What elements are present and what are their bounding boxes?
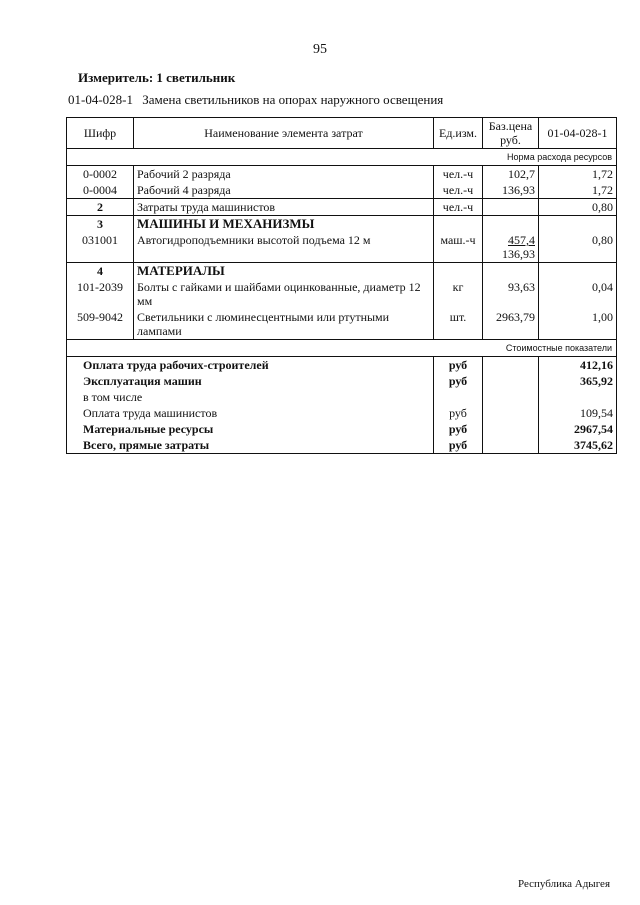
row-unit: шт. — [434, 309, 483, 340]
cost-including: в том числе — [67, 389, 434, 405]
row-norm: 0,80 — [539, 199, 617, 216]
cost-row — [67, 357, 617, 374]
cost-row — [67, 405, 617, 421]
cost-name: Всего, прямые затраты — [67, 437, 434, 454]
row-norm: 1,72 — [539, 166, 617, 183]
row-code: 031001 — [67, 232, 134, 263]
section-materials-row — [67, 263, 617, 280]
row-price — [483, 232, 539, 263]
header-norm: 01-04-028-1 — [539, 118, 617, 149]
cost-value: 2967,54 — [539, 421, 617, 437]
row-price: 93,63 — [483, 279, 539, 309]
row-price: 136,93 — [483, 182, 539, 199]
row-name: Автогидроподъемники высотой подъема 12 м — [134, 232, 434, 263]
norm-caption: Норма расхода ресурсов — [67, 149, 617, 166]
cost-name: Оплата труда машинистов — [67, 405, 434, 421]
cost-unit: руб — [434, 373, 483, 389]
row-code: 0-0002 — [67, 166, 134, 183]
meter-title: Измеритель: 1 светильник — [78, 70, 236, 85]
row-price-main: 457,4 — [508, 233, 535, 247]
header-price: Баз.цена руб. — [483, 118, 539, 149]
cost-name: Оплата труда рабочих-строителей — [67, 357, 434, 374]
header-name: Наименование элемента затрат — [134, 118, 434, 149]
header-unit: Ед.изм. — [434, 118, 483, 149]
cost-row — [67, 421, 617, 437]
row-unit: чел.-ч — [434, 182, 483, 199]
section-title: МАТЕРИАЛЫ — [134, 263, 434, 280]
row-norm: 1,00 — [539, 309, 617, 340]
section-code: 4 — [67, 263, 134, 280]
table-row — [67, 279, 617, 309]
table-row — [67, 166, 617, 183]
row-unit: чел.-ч — [434, 166, 483, 183]
cost-unit: руб — [434, 405, 483, 421]
cost-table — [66, 117, 617, 454]
cost-row — [67, 373, 617, 389]
section-subtitle — [68, 92, 443, 108]
row-unit: кг — [434, 279, 483, 309]
row-name: Рабочий 2 разряда — [134, 166, 434, 183]
row-unit: маш.-ч — [434, 232, 483, 263]
cost-value: 412,16 — [539, 357, 617, 374]
section-machines-row — [67, 216, 617, 233]
row-price: 2963,79 — [483, 309, 539, 340]
norm-caption-row — [67, 149, 617, 166]
cost-value: 3745,62 — [539, 437, 617, 454]
cost-value: 109,54 — [539, 405, 617, 421]
cost-unit: руб — [434, 357, 483, 374]
row-code: 101-2039 — [67, 279, 134, 309]
cost-unit: руб — [434, 437, 483, 454]
footer-region: Республика Адыгея — [518, 878, 611, 890]
row-code: 509-9042 — [67, 309, 134, 340]
table-header-row — [67, 118, 617, 149]
table-row — [67, 182, 617, 199]
row-price-secondary: 136,93 — [502, 247, 535, 261]
cost-caption: Стоимостные показатели — [67, 340, 617, 357]
cost-unit: руб — [434, 421, 483, 437]
header-code: Шифр — [67, 118, 134, 149]
subtitle-code: 01-04-028-1 — [68, 92, 133, 107]
row-norm: 1,72 — [539, 182, 617, 199]
cost-name: Материальные ресурсы — [67, 421, 434, 437]
cost-caption-row — [67, 340, 617, 357]
page-number: 95 — [313, 42, 327, 57]
row-norm: 0,80 — [539, 232, 617, 263]
subtitle-text: Замена светильников на опорах наружного освещения — [142, 92, 444, 107]
cost-row-total — [67, 437, 617, 454]
section-code: 3 — [67, 216, 134, 233]
row-name: Затраты труда машинистов — [134, 199, 434, 216]
cost-value: 365,92 — [539, 373, 617, 389]
row-unit: чел.-ч — [434, 199, 483, 216]
row-price: 102,7 — [483, 166, 539, 183]
row-code: 2 — [67, 199, 134, 216]
cost-name: Эксплуатация машин — [67, 373, 434, 389]
section-title: МАШИНЫ И МЕХАНИЗМЫ — [134, 216, 434, 233]
row-norm: 0,04 — [539, 279, 617, 309]
row-code: 0-0004 — [67, 182, 134, 199]
table-row — [67, 232, 617, 263]
row-name: Болты с гайками и шайбами оцинкованные, диаметр 12 мм — [134, 279, 434, 309]
row-name: Светильники с люминесцентными или ртутными лампами — [134, 309, 434, 340]
cost-row — [67, 389, 617, 405]
machinist-row — [67, 199, 617, 216]
row-name: Рабочий 4 разряда — [134, 182, 434, 199]
table-row — [67, 309, 617, 340]
